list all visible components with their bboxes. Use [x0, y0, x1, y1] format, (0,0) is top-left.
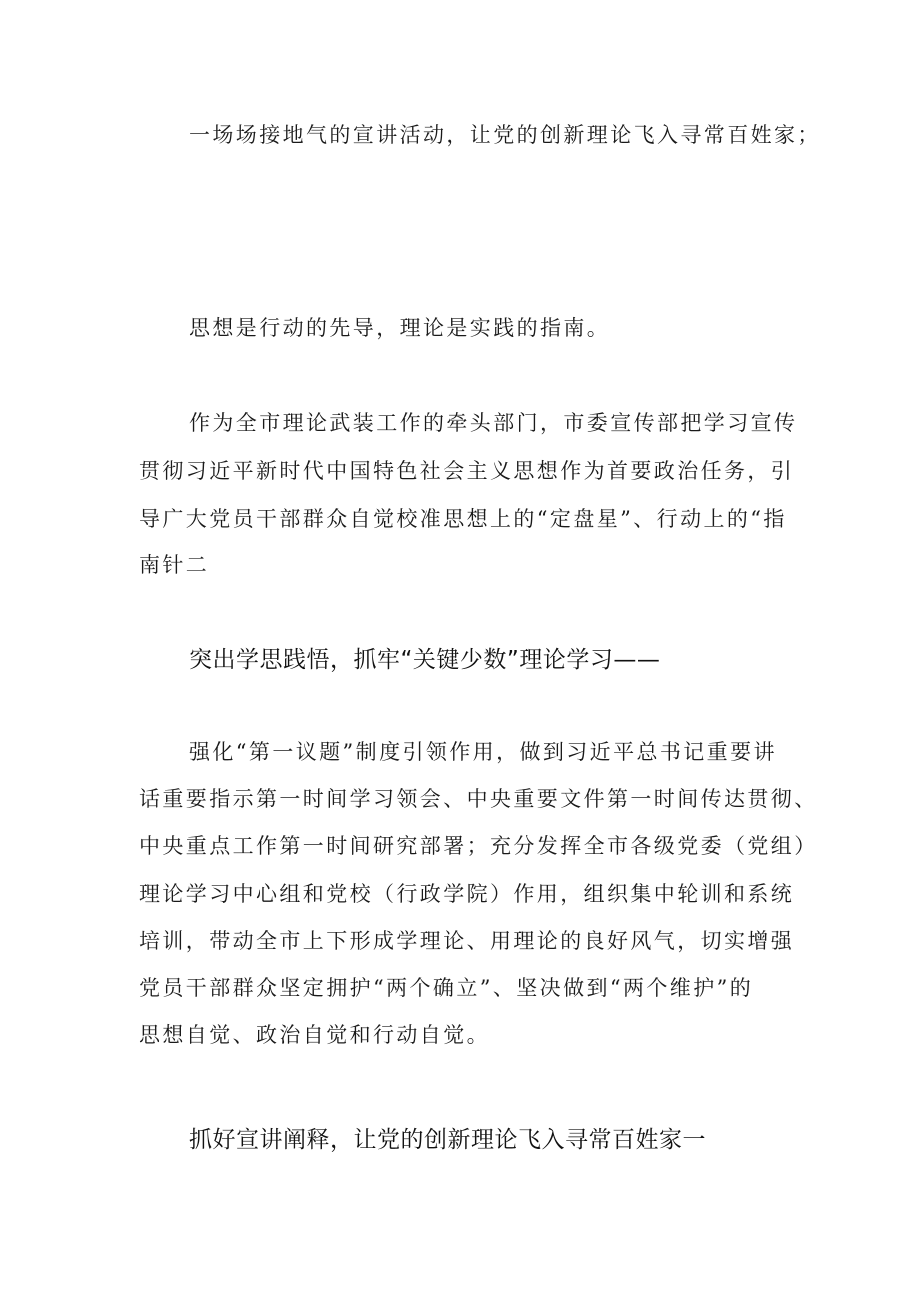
paragraph-line: 党员干部群众坚定拥护“两个确立”、坚决做到“两个维护”的: [139, 976, 754, 1000]
paragraph-line: 贯彻习近平新时代中国特色社会主义思想作为首要政治任务，引: [139, 459, 795, 483]
paragraph-line: 思想自觉、政治自觉和行动自觉。: [139, 1023, 490, 1047]
paragraph-line: 话重要指示第一时间学习领会、中央重要文件第一时间传达贯彻、: [139, 787, 818, 811]
section-heading: 抓好宣讲阐释，让党的创新理论飞入寻常百姓家一: [189, 1127, 706, 1153]
intro-line: 一场场接地气的宣讲活动，让党的创新理论飞入寻常百姓家；: [189, 123, 821, 147]
paragraph-line: 导广大党员干部群众自觉校准思想上的“定盘星”、行动上的“指: [139, 507, 787, 531]
paragraph-line: 强化“第一议题”制度引领作用，做到习近平总书记重要讲: [189, 740, 777, 764]
paragraph-line: 南针二: [139, 553, 210, 577]
paragraph-line: 思想是行动的先导，理论是实践的指南。: [189, 316, 611, 340]
section-heading: 突出学思践悟，抓牢“关键少数”理论学习——: [189, 647, 661, 673]
paragraph-line: 作为全市理论武装工作的牵头部门，市委宣传部把学习宣传: [189, 411, 798, 435]
paragraph-line: 培训，带动全市上下形成学理论、用理论的良好风气，切实增强: [139, 929, 795, 953]
paragraph-line: 中央重点工作第一时间研究部署；充分发挥全市各级党委（党组）: [139, 834, 818, 858]
paragraph-line: 理论学习中心组和党校（行政学院）作用，组织集中轮训和系统: [139, 882, 795, 906]
